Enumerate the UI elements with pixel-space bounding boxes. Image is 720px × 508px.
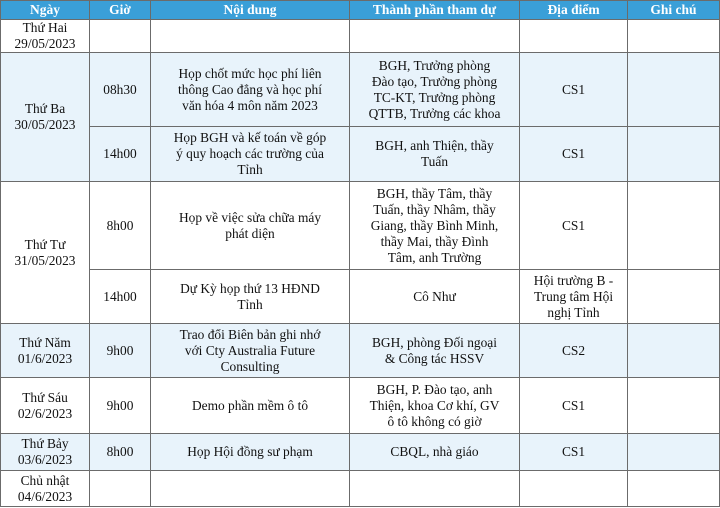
day-cell — [1, 471, 90, 507]
note-cell — [628, 20, 720, 53]
day-cell — [1, 182, 90, 324]
table-row — [1, 53, 720, 127]
header-row — [1, 1, 720, 20]
note-cell — [628, 182, 720, 270]
location-cell: CS1 — [520, 182, 628, 270]
time-cell — [90, 471, 151, 507]
time-cell: 08h30 — [90, 53, 151, 127]
table-row — [1, 471, 720, 507]
content-cell: Họp về việc sửa chữa máy phát diện — [151, 182, 350, 270]
time-cell — [90, 20, 151, 53]
time-cell: 14h00 — [90, 270, 151, 324]
content-cell — [151, 471, 350, 507]
day-name: Chủ nhật — [20, 472, 70, 488]
note-cell — [628, 324, 720, 378]
content-cell: Họp BGH và kế toán về góp ý quy hoạch các trường của Tỉnh — [151, 127, 350, 182]
note-cell — [628, 270, 720, 324]
time-cell: 9h00 — [90, 378, 151, 434]
day-name: Thứ Ba — [24, 101, 66, 116]
participants-cell: BGH, Trưởng phòng Đào tạo, Trưởng phòng TC-KT, Trưởng phòng QTTB, Trưởng các khoa — [350, 53, 520, 127]
table-row — [1, 20, 720, 53]
time-cell: 9h00 — [90, 324, 151, 378]
day-date: 03/6/2023 — [17, 452, 73, 467]
table-row — [1, 434, 720, 471]
location-cell: CS1 — [520, 127, 628, 182]
time-cell: 8h00 — [90, 182, 151, 270]
table-row — [1, 127, 720, 182]
table-row — [1, 182, 720, 270]
day-name: Thứ Sáu — [22, 389, 68, 405]
participants-cell — [350, 471, 520, 507]
header-location: Địa điểm — [520, 1, 628, 20]
participants-cell: BGH, thầy Tâm, thầy Tuấn, thầy Nhâm, thầy Giang, thầy Bình Minh, thầy Mai, thầy Đình Tâm, anh Trường — [350, 182, 520, 270]
participants-cell: Cô Như — [350, 270, 520, 324]
day-date: 29/05/2023 — [14, 36, 76, 51]
note-cell — [628, 53, 720, 127]
location-cell: CS1 — [520, 378, 628, 434]
time-cell: 8h00 — [90, 434, 151, 471]
table-row — [1, 270, 720, 324]
day-name: Thứ Hai — [22, 20, 68, 35]
day-cell — [1, 53, 90, 182]
participants-cell: CBQL, nhà giáo — [350, 434, 520, 471]
content-cell: Họp Hội đồng sư phạm — [151, 434, 350, 471]
header-content: Nội dung — [151, 1, 350, 20]
content-cell: Trao đổi Biên bản ghi nhớ với Cty Australia Future Consulting — [151, 324, 350, 378]
participants-cell: BGH, anh Thiện, thầy Tuấn — [350, 127, 520, 182]
location-cell: CS2 — [520, 324, 628, 378]
header-participants: Thành phần tham dự — [350, 1, 520, 20]
content-cell: Dự Kỳ họp thứ 13 HĐND Tỉnh — [151, 270, 350, 324]
content-cell: Demo phần mềm ô tô — [151, 378, 350, 434]
participants-cell — [350, 20, 520, 53]
location-cell: CS1 — [520, 434, 628, 471]
note-cell — [628, 378, 720, 434]
content-cell: Họp chốt mức học phí liên thông Cao đẳng và học phí văn hóa 4 môn năm 2023 — [151, 53, 350, 127]
location-cell: Hội trường B - Trung tâm Hội nghị Tỉnh — [520, 270, 628, 324]
day-name: Thứ Tư — [24, 236, 66, 252]
day-cell — [1, 20, 90, 53]
participants-cell: BGH, P. Đào tạo, anh Thiện, khoa Cơ khí, GV ô tô không có giờ — [350, 378, 520, 434]
day-date: 02/6/2023 — [17, 405, 73, 421]
header-time: Giờ — [90, 1, 151, 20]
table-row — [1, 324, 720, 378]
header-day: Ngày — [1, 1, 90, 20]
day-date: 04/6/2023 — [17, 488, 73, 504]
day-cell — [1, 434, 90, 471]
note-cell — [628, 127, 720, 182]
day-cell — [1, 378, 90, 434]
time-cell: 14h00 — [90, 127, 151, 182]
location-cell: CS1 — [520, 53, 628, 127]
day-name: Thứ Năm — [19, 334, 71, 350]
day-date: 31/05/2023 — [14, 252, 76, 268]
day-cell — [1, 324, 90, 378]
location-cell — [520, 471, 628, 507]
header-note: Ghi chú — [628, 1, 720, 20]
location-cell — [520, 20, 628, 53]
note-cell — [628, 471, 720, 507]
table-row — [1, 378, 720, 434]
day-date: 01/6/2023 — [17, 350, 73, 366]
day-name: Thứ Bảy — [21, 436, 69, 451]
content-cell — [151, 20, 350, 53]
participants-cell: BGH, phòng Đối ngoại & Công tác HSSV — [350, 324, 520, 378]
day-date: 30/05/2023 — [14, 117, 76, 132]
note-cell — [628, 434, 720, 471]
